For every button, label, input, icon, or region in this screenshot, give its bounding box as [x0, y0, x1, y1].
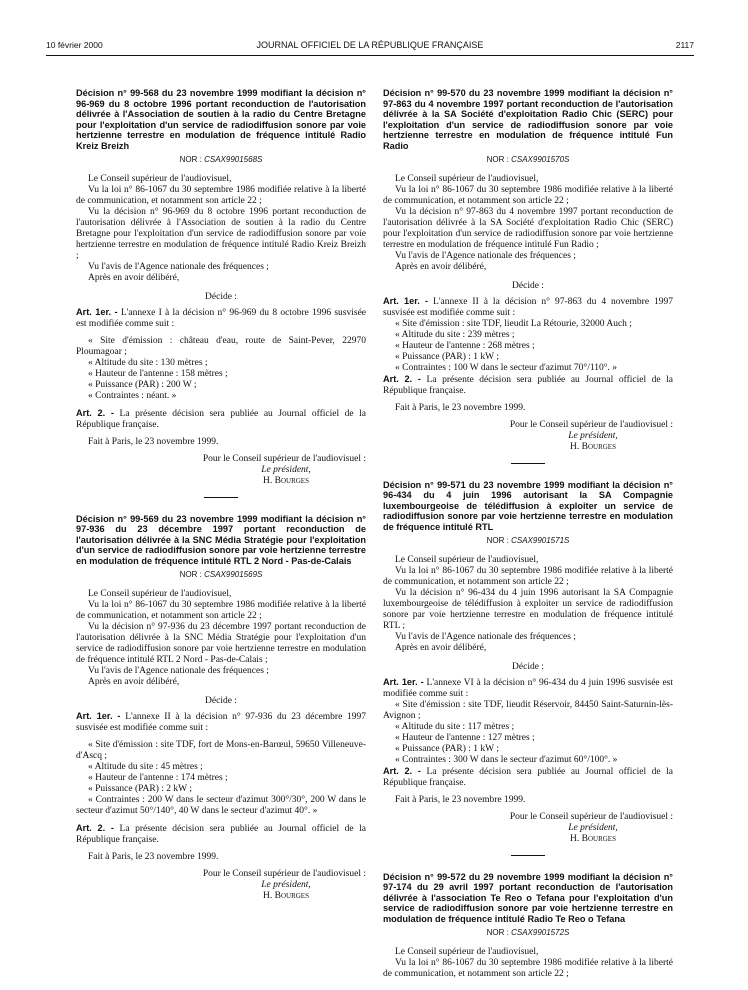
preamble-avis: Vu l'avis de l'Agence nationale des fréquences ; [88, 665, 269, 676]
fait-a-paris: Fait à Paris, le 23 novembre 1999. [88, 436, 219, 447]
article-2-text: La présente décision sera publiée au Journal officiel de la République française. [76, 408, 366, 430]
article-2-label: Art. 2. - [76, 822, 114, 833]
header-journal-title: JOURNAL OFFICIEL DE LA RÉPUBLIQUE FRANÇAISE [256, 40, 484, 50]
preamble-decision: Vu la décision n° 96-434 du 4 juin 1996 autorisant la SA Compagnie luxembourgeoise de télédiffusion à exploiter un service de radiodiffusion sonore par voie hertzienne terrestre en modulation de fréquence intitulé RTL ; [383, 587, 673, 631]
annex-line-puissance: « Puissance (PAR) : 200 W ; [88, 379, 197, 390]
signature-name: H. Bourges [570, 833, 616, 844]
section-divider [204, 497, 238, 498]
signature-title: Le président, [261, 879, 311, 890]
article-1-label: Art. 1er. - [76, 306, 118, 317]
preamble-avis: Vu l'avis de l'Agence nationale des fréquences ; [395, 631, 576, 642]
annex-line-site: « Site d'émission : site TDF, lieudit La Rétourie, 32000 Auch ; [395, 318, 632, 329]
header-page-number: 2117 [675, 40, 694, 50]
article-1-text: L'annexe VI à la décision n° 96-434 du 4 juin 1996 susvisée est modifiée comme suit : [383, 677, 674, 699]
annex-line-altitude: « Altitude du site : 117 mètres ; [395, 721, 515, 732]
decision-99-572 [383, 872, 673, 980]
left-column [76, 88, 366, 902]
signature-name: H. Bourges [263, 890, 309, 901]
annex-line-puissance: « Puissance (PAR) : 2 kW ; [88, 783, 192, 794]
preamble-delibere: Après en avoir délibéré, [395, 642, 487, 653]
article-1-text: L'annexe I à la décision n° 96-969 du 8 octobre 1996 susvisée est modifiée comme suit : [76, 307, 367, 329]
preamble-avis: Vu l'avis de l'Agence nationale des fréquences ; [88, 261, 269, 272]
annex-line-altitude: « Altitude du site : 239 mètres ; [395, 329, 515, 340]
fait-a-paris: Fait à Paris, le 23 novembre 1999. [395, 402, 526, 413]
annex-line-contraintes: « Contraintes : néant. » [88, 390, 177, 401]
nor-reference [383, 927, 673, 938]
nor-label: NOR : [486, 154, 509, 164]
preamble-loi: Vu la loi n° 86-1067 du 30 septembre 1986 modifiée relative à la liberté de communication, et notamment son article 22 ; [76, 599, 366, 621]
decision-99-568 [76, 88, 366, 498]
decide-heading: Décide : [205, 291, 237, 302]
nor-code: CSAX9901569S [204, 569, 263, 579]
preamble-conseil: Le Conseil supérieur de l'audiovisuel, [88, 173, 232, 184]
article-1-text: L'annexe II à la décision n° 97-936 du 23 décembre 1997 susvisée est modifiée comme suit : [76, 711, 367, 733]
annex-line-site: « Site d'émission : site TDF, lieudit Réservoir, 84450 Saint-Saturnin-lès-Avignon ; [383, 699, 673, 721]
decide-heading: Décide : [512, 661, 544, 672]
article-1 [76, 711, 366, 734]
preamble-decision: Vu la décision n° 97-936 du 23 décembre 1997 portant reconduction de l'autorisation délivrée à la SNC Média Stratégie pour l'exploitation d'un service de radiodiffusion sonore par voie hertzienne terrestre en modulation de fréquence intitulé RTL 2 Nord - Pas-de-Calais ; [76, 621, 366, 665]
signature-line: Pour le Conseil supérieur de l'audiovisuel : [509, 419, 673, 430]
preamble-loi: Vu la loi n° 86-1067 du 30 septembre 1986 modifiée relative à la liberté de communication, et notamment son article 22 ; [383, 184, 673, 206]
annex-line-puissance: « Puissance (PAR) : 1 kW ; [395, 351, 499, 362]
preamble-decision: Vu la décision n° 97-863 du 4 novembre 1997 portant reconduction de l'autorisation délivrée à la SA Société d'exploitation Radio Chic (SERC) pour l'exploitation d'un service de radiodiffusion sonore par voie hertzienne terrestre en modulation de fréquence intitulé Fun Radio ; [383, 206, 673, 250]
article-2 [76, 408, 366, 431]
nor-code: CSAX9901572S [511, 927, 570, 937]
nor-reference [76, 154, 366, 165]
fait-a-paris: Fait à Paris, le 23 novembre 1999. [88, 851, 219, 862]
preamble-conseil: Le Conseil supérieur de l'audiovisuel, [395, 554, 539, 565]
article-1-text: L'annexe II à la décision n° 97-863 du 4 novembre 1997 susvisée est modifiée comme suit : [383, 296, 674, 318]
decision-title: Décision n° 99-572 du 29 novembre 1999 modifiant la décision n° 97-174 du 29 avril 1997 portant reconduction de l'autorisation délivrée à l'association Te Reo o Tefana pour l'exploitation d'un service de radiodiffusion sonore par voie hertzienne terrestre en modulation de fréquence intitulé Radio Te Reo o Tefana [383, 871, 673, 924]
preamble-delibere: Après en avoir délibéré, [88, 272, 180, 283]
article-2-text: La présente décision sera publiée au Journal officiel de la République française. [383, 374, 673, 396]
signature-line: Pour le Conseil supérieur de l'audiovisuel : [509, 811, 673, 822]
nor-reference [76, 569, 366, 580]
preamble-loi: Vu la loi n° 86-1067 du 30 septembre 1986 modifiée relative à la liberté de communication, et notamment son article 22 ; [383, 957, 673, 979]
annex-line-hauteur: « Hauteur de l'antenne : 174 mètres ; [88, 772, 228, 783]
article-2-text: La présente décision sera publiée au Journal officiel de la République française. [76, 823, 366, 845]
article-2-text: La présente décision sera publiée au Journal officiel de la République française. [383, 766, 673, 788]
nor-label: NOR : [486, 927, 509, 937]
signature-line: Pour le Conseil supérieur de l'audiovisuel : [202, 453, 366, 464]
signature-name: H. Bourges [263, 475, 309, 486]
nor-code: CSAX9901571S [511, 535, 570, 545]
annex-line-contraintes: « Contraintes : 300 W dans le secteur d'azimut 60°/100°. » [395, 754, 618, 765]
decision-99-570 [383, 88, 673, 464]
preamble-decision: Vu la décision n° 96-969 du 8 octobre 1996 portant reconduction de l'autorisation délivrée à l'Association de soutien à la radio du Centre Bretagne pour l'exploitation d'un service de radiodiffusion sonore par voie hertzienne terrestre en modulation de fréquence intitulé Radio Kreiz Breizh ; [76, 206, 366, 261]
annex-line-hauteur: « Hauteur de l'antenne : 268 mètres ; [395, 340, 535, 351]
article-2 [383, 374, 673, 397]
article-1 [383, 677, 673, 700]
decision-title: Décision n° 99-568 du 23 novembre 1999 modifiant la décision n° 96-969 du 8 octobre 1996 portant reconduction de l'autorisation délivrée à l'Association de soutien à la radio du Centre Bretagne pour l'exploitation d'un service de radiodiffusion sonore par voie hertzienne terrestre en modulation de fréquence intitulé Radio Kreiz Breizh [76, 88, 366, 151]
signature-name: H. Bourges [570, 441, 616, 452]
article-2-label: Art. 2. - [76, 407, 114, 418]
preamble-conseil: Le Conseil supérieur de l'audiovisuel, [395, 946, 539, 957]
signature-title: Le président, [568, 430, 618, 441]
preamble-conseil: Le Conseil supérieur de l'audiovisuel, [395, 173, 539, 184]
decision-title: Décision n° 99-571 du 23 novembre 1999 modifiant la décision n° 96-434 du 4 juin 1996 autorisant la SA Compagnie luxembourgeoise de télédiffusion à exploiter un service de radiodiffusion sonore par voie hertzienne terrestre en modulation de fréquence intitulé RTL [383, 479, 673, 532]
decision-99-571 [383, 480, 673, 856]
annex-line-contraintes: « Contraintes : 200 W dans le secteur d'azimut 300°/30°, 200 W dans le secteur d'azimut 50°/140°, 40 W dans le secteur d'azimut 40°. » [76, 794, 366, 816]
header-rule [46, 55, 694, 56]
preamble-conseil: Le Conseil supérieur de l'audiovisuel, [88, 588, 232, 599]
annex-line-site: « Site d'émission : château d'eau, route de Saint-Pever, 22970 Ploumagoar ; [76, 335, 366, 357]
header-date: 10 février 2000 [46, 40, 103, 50]
annex-line-altitude: « Altitude du site : 130 mètres ; [88, 357, 208, 368]
article-1-label: Art. 1er. - [383, 676, 424, 687]
preamble-delibere: Après en avoir délibéré, [88, 676, 180, 687]
preamble-loi: Vu la loi n° 86-1067 du 30 septembre 1986 modifiée relative à la liberté de communication, et notamment son article 22 ; [383, 565, 673, 587]
preamble-avis: Vu l'avis de l'Agence nationale des fréquences ; [395, 250, 576, 261]
article-1-label: Art. 1er. - [383, 295, 429, 306]
signature-line: Pour le Conseil supérieur de l'audiovisuel : [202, 868, 366, 879]
annex-line-altitude: « Altitude du site : 45 mètres ; [88, 761, 203, 772]
annex-line-hauteur: « Hauteur de l'antenne : 158 mètres ; [88, 368, 228, 379]
preamble-loi: Vu la loi n° 86-1067 du 30 septembre 1986 modifiée relative à la liberté de communication, et notamment son article 22 ; [76, 184, 366, 206]
annex-line-site: « Site d'émission : site TDF, fort de Mons-en-Barœul, 59650 Villeneuve-d'Ascq ; [76, 739, 366, 761]
decide-heading: Décide : [512, 280, 544, 291]
article-2 [76, 823, 366, 846]
annex-line-hauteur: « Hauteur de l'antenne : 127 mètres ; [395, 732, 535, 743]
decision-title: Décision n° 99-570 du 23 novembre 1999 modifiant la décision n° 97-863 du 4 novembre 1997 portant reconduction de l'autorisation délivrée à la SA Société d'exploitation Radio Chic (SERC) pour l'exploitation d'un service de radiodiffusion sonore par voie hertzienne terrestre en modulation de fréquence intitulé Fun Radio [383, 88, 673, 151]
article-2-label: Art. 2. - [383, 373, 421, 384]
fait-a-paris: Fait à Paris, le 23 novembre 1999. [395, 794, 526, 805]
nor-label: NOR : [179, 154, 202, 164]
signature-title: Le président, [568, 822, 618, 833]
article-1-label: Art. 1er. - [76, 710, 121, 721]
signature-title: Le président, [261, 464, 311, 475]
decision-99-569 [76, 514, 366, 902]
right-column [383, 88, 673, 980]
decide-heading: Décide : [205, 695, 237, 706]
nor-label: NOR : [179, 569, 202, 579]
article-2-label: Art. 2. - [383, 765, 421, 776]
nor-code: CSAX9901568S [204, 154, 263, 164]
annex-line-contraintes: « Contraintes : 100 W dans le secteur d'azimut 70°/110°. » [395, 362, 618, 373]
annex-line-puissance: « Puissance (PAR) : 1 kW ; [395, 743, 499, 754]
section-divider [511, 855, 545, 856]
article-2 [383, 766, 673, 789]
nor-reference [383, 154, 673, 165]
preamble-delibere: Après en avoir délibéré, [395, 261, 487, 272]
decision-title: Décision n° 99-569 du 23 novembre 1999 modifiant la décision n° 97-936 du 23 décembre 1997 portant reconduction de l'autorisation délivrée à la SNC Média Stratégie pour l'exploitation d'un service de radiodiffusion sonore par voie hertzienne terrestre en modulation de fréquence intitulé RTL 2 Nord - Pas-de-Calais [76, 513, 366, 566]
section-divider [511, 463, 545, 464]
page-header [46, 40, 694, 54]
nor-code: CSAX9901570S [511, 154, 570, 164]
article-1 [76, 307, 366, 330]
nor-label: NOR : [486, 535, 509, 545]
article-1 [383, 296, 673, 319]
nor-reference [383, 535, 673, 546]
